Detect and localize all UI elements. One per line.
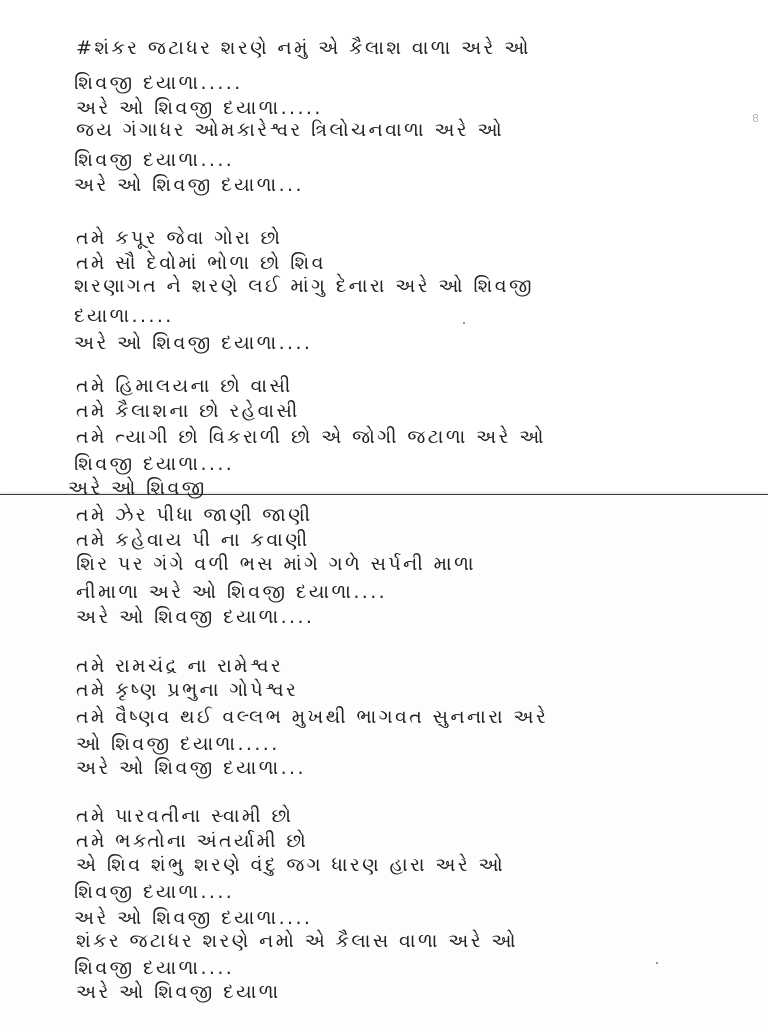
lyric-line: અરે ઓ શિવજી દયાળા.... <box>74 907 313 929</box>
lyric-line: તમે કૈલાશના છો રહેવાસી <box>76 400 300 422</box>
ink-speck <box>463 322 465 324</box>
lyric-line: જય ગંગાધર ઓમકારેશ્વર ત્રિલોચનવાળા અરે ઓ <box>76 119 505 141</box>
lyric-line: અરે ઓ શિવજી દયાળા... <box>74 174 304 196</box>
lyric-line: અરે ઓ શિવજી દયાળા.... <box>76 606 315 628</box>
lyric-line: ઓ શિવજી દયાળા..... <box>76 733 280 755</box>
lyric-line: તમે ભક્તોના અંતર્યામી છો <box>76 830 309 852</box>
lyric-line: અરે ઓ શિવજી <box>68 477 207 499</box>
ink-speck <box>656 962 658 964</box>
lyric-line: તમે કૃષ્ણ પ્રભુના ગોપેશ્વર <box>76 679 299 701</box>
lyric-line: શિવજી દયાળા..... <box>74 72 243 94</box>
lyric-line: તમે વૈષ્ણવ થઈ વલ્લભ મુખથી ભાગવત સુનનારા અરે <box>76 706 549 728</box>
lyric-line: તમે હિમાલયના છો વાસી <box>76 375 293 397</box>
lyric-line: એ શિવ શંભુ શરણે વંદુ જગ ધારણ હારા અરે ઓ <box>76 854 506 876</box>
lyric-line: તમે કપૂર જેવા ગોરા છો <box>76 227 283 249</box>
lyric-line: શિવજી દયાળા.... <box>74 149 235 171</box>
lyric-line: તમે પારવતીના સ્વામી છો <box>76 805 294 827</box>
lyric-line: અરે ઓ શિવજી દયાળા <box>76 981 281 1003</box>
lyric-line: શિવજી દયાળા.... <box>74 881 235 903</box>
lyric-line: #શંકર જટાધર શરણે નમું એ કૈલાશ વાળા અરે ઓ <box>76 37 531 59</box>
lyric-line: શિવજી દયાળા.... <box>74 453 235 475</box>
lyric-line: તમે ત્યાગી છો વિકરાળી છો એ જોગી જટાળા અરે ઓ <box>76 426 546 448</box>
margin-mark: 8 <box>752 112 759 125</box>
lyric-line: અરે ઓ શિવજી દયાળા... <box>76 757 306 779</box>
lyric-line: શિર પર ગંગે વળી ભસ માંગે ગળે સર્પની માળા <box>76 553 476 575</box>
lyric-line: તમે ઝેર પીધા જાણી જાણી <box>76 504 313 526</box>
lyric-line: દયાળા..... <box>74 305 174 327</box>
lyric-line: નીમાળા અરે ઓ શિવજી દયાળા.... <box>76 581 388 603</box>
lyric-line: અરે ઓ શિવજી દયાળા.... <box>74 332 313 354</box>
lyric-line: શિવજી દયાળા.... <box>74 957 235 979</box>
lyric-line: શંકર જટાધર શરણે નમો એ કૈલાસ વાળા અરે ઓ <box>76 930 518 952</box>
lyric-line: તમે સૌ દેવોમાં ભોળા છો શિવ <box>76 252 326 274</box>
lyric-line: અરે ઓ શિવજી દયાળા..... <box>76 97 323 119</box>
lyric-line: તમે કહેવાય પી ના કવાણી <box>76 529 310 551</box>
lyric-line: શરણાગત ને શરણે લઈ માંગુ દેનારા અરે ઓ શિવજી <box>74 275 534 297</box>
lyric-line: તમે રામચંદ્ર ના રામેશ્વર <box>76 655 284 677</box>
